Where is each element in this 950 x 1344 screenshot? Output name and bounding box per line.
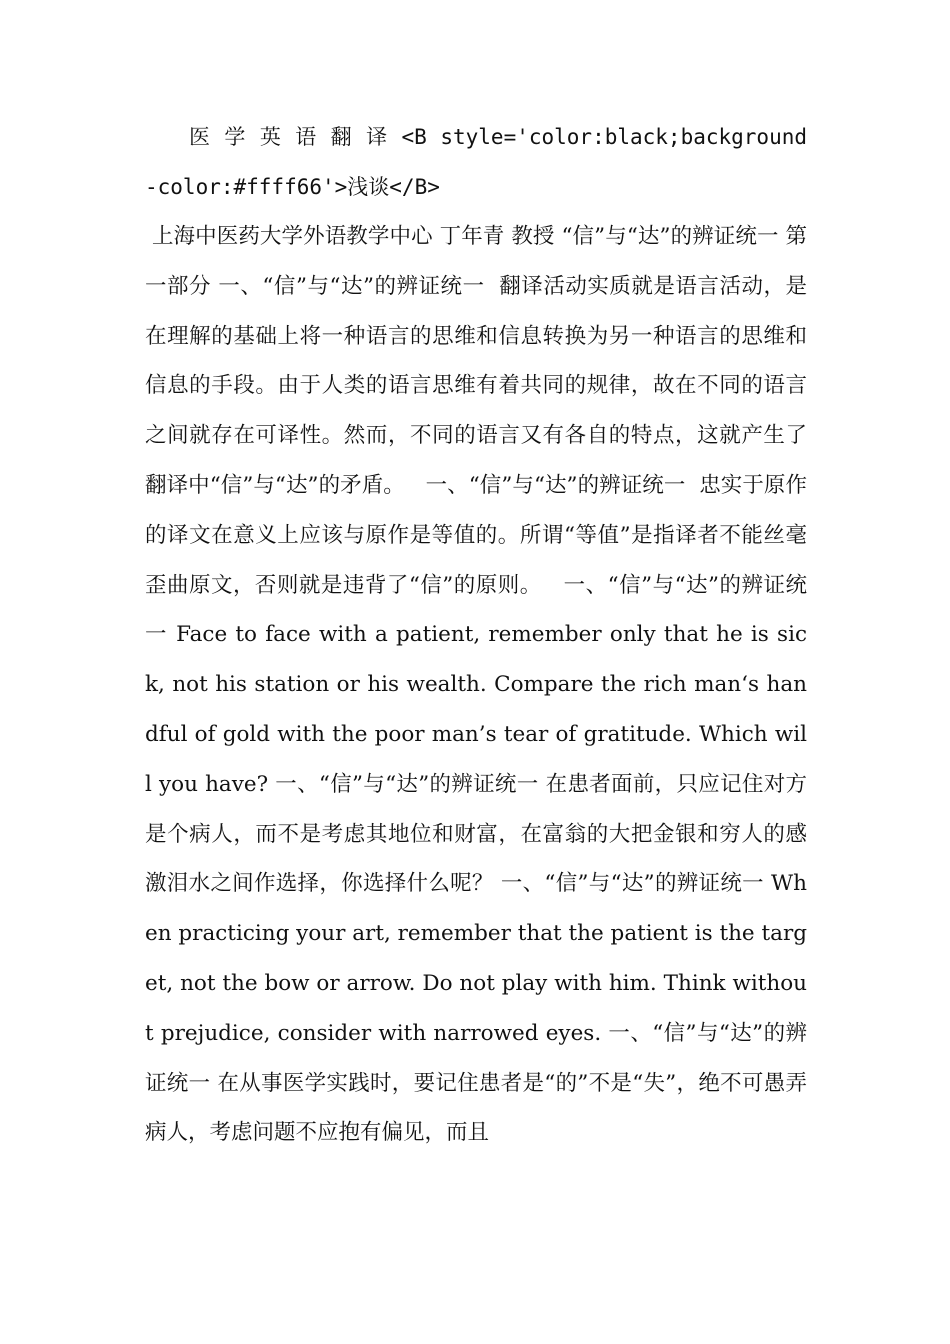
document-body: 上海中医药大学外语教学中心 丁年青 教授 “信”与“达”的辨证统一 第一部分 一、“信”与“达”的辨证统一 翻译活动实质就是语言活动，是在理解的基础上将一种语言的思维和信息转换为另一种语言的思维和信息的手段。由于人类的语言思维有着共同的规律，故在不同的语言之间就存在可译性。然而，不同的语言又有各自的特点，这就产生了翻译中“信”与“达”的矛盾。 一、“信”与“达”的辨证统一 忠实于原作的译文在意义上应该与原作是等值的。所谓“等值”是指译者不能丝毫歪曲原文，否则就是违背了“信”的原则。 一、“信”与“达”的辨证统一 Face to face with a patient, remember only that he is sick, not his station or his wealth. Compare the rich man‘s handful of gold with the poor man’s tear of gratitude. Which will you have? 一、“信”与“达”的辨证统一 在患者面前，只应记住对方是个病人，而不是考虑其地位和财富，在富翁的大把金银和穷人的感激泪水之间作选择，你选择什么呢？ 一、“信”与“达”的辨证统一 When practicing your art, remember that the patient is the target, not the bow or arrow. Do not play with him. Think without prejudice, consider with narrowed eyes. 一、“信”与“达”的辨证统一 在从事医学实践时，要记住患者是“的”不是“失”，绝不可愚弄病人，考虑问题不应抱有偏见，而且	[145, 224, 807, 1146]
document-title: 医 学 英 语 翻 译 <B style='color:black;background-color:#ffff66'>浅谈</B>	[145, 125, 807, 199]
document-content	[145, 112, 807, 1212]
